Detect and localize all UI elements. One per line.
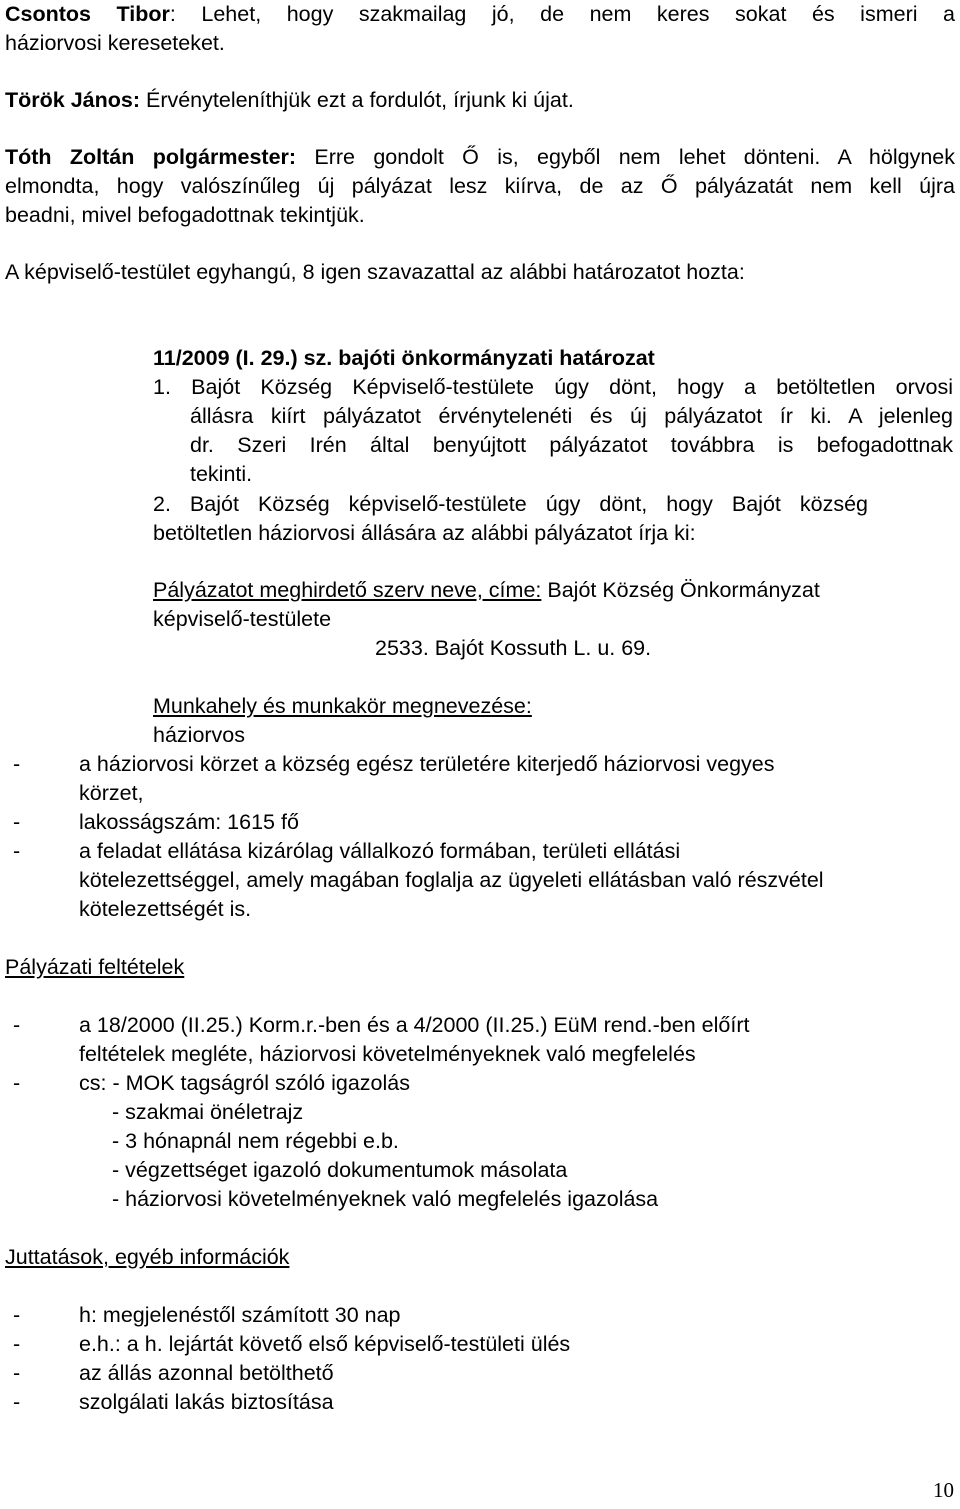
work-value: háziorvos	[153, 723, 246, 747]
benefits-heading-text: Juttatások, egyéb információk	[5, 1245, 290, 1269]
dash: -	[13, 1332, 21, 1356]
conditions-heading	[5, 953, 955, 982]
list-item-text: a feladat ellátása kizárólag vállalkozó formában, területi ellátási	[79, 839, 681, 863]
list-item-text: e.h.: a h. lejártát követő első képviselő-testületi ülés	[79, 1332, 571, 1356]
dash: -	[13, 1013, 21, 1037]
sub-item: - 3 hónapnál nem régebbi e.b.	[112, 1129, 399, 1153]
work-label-line	[153, 692, 953, 721]
csontos-statement-line2: háziorvosi kereseteket.	[5, 31, 225, 55]
org-address: 2533. Bajót Kossuth L. u. 69.	[375, 636, 652, 660]
list-item-cont: kötelezettséggel, amely magában foglalja az ügyeleti ellátásban való részvétel	[79, 868, 824, 892]
resolution-title-text: 11/2009 (I. 29.) sz. bajóti önkormányzati határozat	[153, 346, 655, 370]
list-item-text: szolgálati lakás biztosítása	[79, 1390, 334, 1414]
list-item-cont: kötelezettségét is.	[79, 897, 252, 921]
list-item-text: h: megjelenéstől számított 30 nap	[79, 1303, 401, 1327]
org-label: Pályázatot meghirdető szerv neve, címe:	[153, 578, 542, 602]
dash: -	[13, 839, 21, 863]
resolution-p1-line1: 1. Bajót Község Képviselő-testülete úgy dönt, hogy a betöltetlen orvosi	[153, 375, 953, 399]
sub-item: - szakmai önéletrajz	[112, 1100, 304, 1124]
page-number: 10	[933, 1478, 954, 1502]
org-value: Bajót Község Önkormányzat	[541, 578, 820, 602]
sub-item: - háziorvosi követelményeknek való megfelelés igazolása	[112, 1187, 659, 1211]
decision-intro: A képviselő-testület egyhangú, 8 igen szavazattal az alábbi határozatot hozta:	[5, 260, 745, 284]
list-item-text: lakosságszám: 1615 fő	[79, 810, 299, 834]
list-item-cont: feltételek megléte, háziorvosi követelményeknek való megfelelés	[79, 1042, 696, 1066]
dash: -	[13, 1071, 21, 1095]
resolution-p2-line1: 2. Bajót Község képviselő-testülete úgy dönt, hogy Bajót község	[153, 492, 868, 516]
toth-statement-line1	[5, 143, 955, 172]
list-item-text: a háziorvosi körzet a község egész területére kiterjedő háziorvosi vegyes	[79, 752, 775, 776]
speaker-csontos: Csontos Tibor	[5, 2, 170, 26]
list-item-text: a 18/2000 (II.25.) Korm.r.-ben és a 4/2000 (II.25.) EüM rend.-ben előírt	[79, 1013, 750, 1037]
statement-text: : Lehet, hogy szakmailag jó, de nem keres sokat és ismeri a	[169, 2, 956, 26]
dash: -	[13, 1361, 21, 1385]
resolution-p1-line4: tekinti.	[190, 462, 253, 486]
benefits-heading	[5, 1243, 955, 1272]
resolution-p1-line3: dr. Szeri Irén által benyújtott pályázatot továbbra is befogadottnak	[190, 433, 953, 457]
torok-statement	[5, 86, 955, 115]
speaker-toth: Tóth Zoltán polgármester:	[5, 145, 297, 169]
list-item-cont: körzet,	[79, 781, 144, 805]
resolution-p2-line2: betöltetlen háziorvosi állására az alábbi pályázatot írja ki:	[153, 521, 696, 545]
speaker-torok: Török János:	[5, 88, 140, 112]
conditions-heading-text: Pályázati feltételek	[5, 955, 185, 979]
statement-text: Erre gondolt Ő is, egyből nem lehet dönteni. A hölgynek	[296, 145, 955, 169]
toth-statement-line3: beadni, mivel befogadottnak tekintjük.	[5, 203, 365, 227]
dash: -	[13, 1390, 21, 1414]
org-value-line2: képviselő-testülete	[153, 607, 332, 631]
csontos-statement-line1	[5, 0, 955, 29]
dash: -	[13, 810, 21, 834]
dash: -	[13, 1303, 21, 1327]
work-label: Munkahely és munkakör megnevezése:	[153, 694, 532, 718]
sub-item: - végzettséget igazoló dokumentumok másolata	[112, 1158, 568, 1182]
list-item-text: az állás azonnal betölthető	[79, 1361, 334, 1385]
statement-text: Érvényteleníthjük ezt a fordulót, írjunk ki újat.	[140, 88, 574, 112]
resolution-title	[153, 344, 953, 373]
list-item-text: cs: - MOK tagságról szóló igazolás	[79, 1071, 410, 1095]
dash: -	[13, 752, 21, 776]
resolution-p1-line2: állásra kiírt pályázatot érvénytelenéti és új pályázatot ír ki. A jelenleg	[190, 404, 953, 428]
org-line	[153, 576, 953, 605]
toth-statement-line2: elmondta, hogy valószínűleg új pályázat lesz kiírva, de az Ő pályázatát nem kell újra	[5, 174, 955, 198]
